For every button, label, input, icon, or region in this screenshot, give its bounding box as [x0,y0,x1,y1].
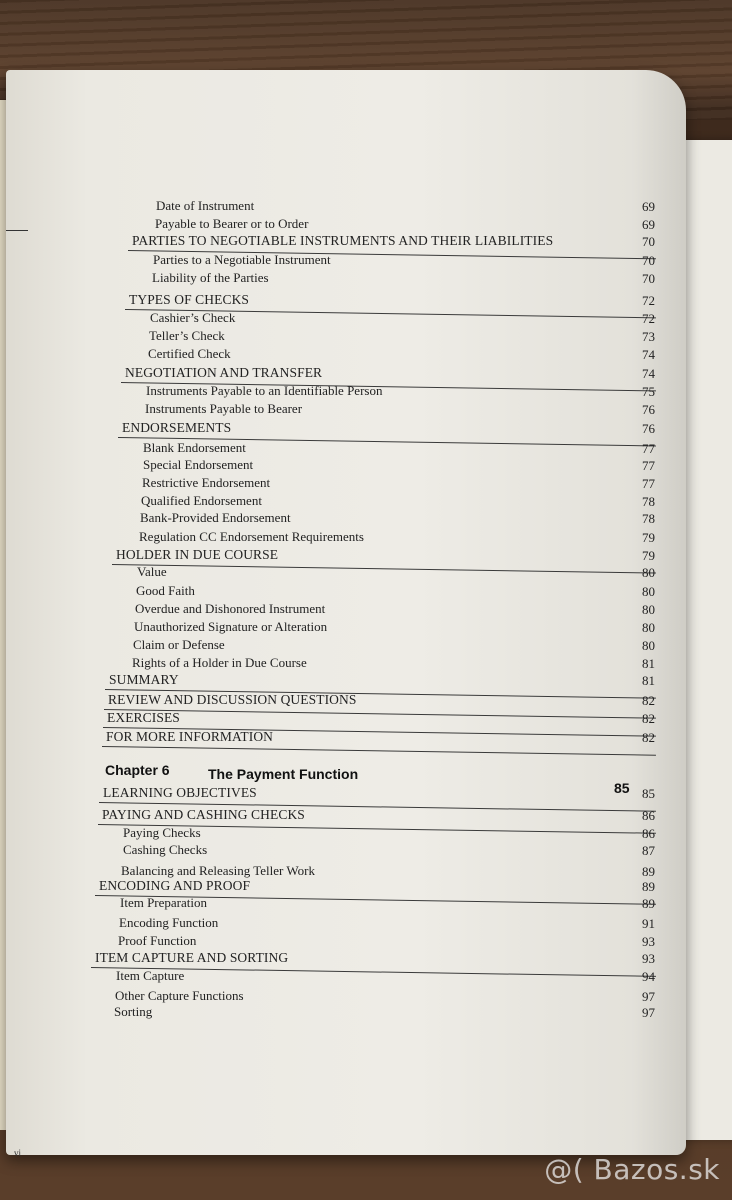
margin-rule [6,230,28,231]
toc_entries-page-number-17: 78 [642,494,655,509]
toc_entries-page-number-12: 76 [642,402,655,417]
toc_entries-page-number-15: 77 [642,458,655,473]
toc_entries-page-number-16: 77 [642,476,655,491]
toc_entries-entry-19: Regulation CC Endorsement Requirements [139,529,364,544]
toc_entries-entry-30: FOR MORE INFORMATION [106,729,274,744]
chapter_entries-entry-5: Balancing and Releasing Teller Work [121,863,315,878]
toc_entries-entry-17: Qualified Endorsement [141,493,262,508]
chapter_entries-page-number-9: 93 [642,934,655,949]
chapter_entries-entry-2: PAYING AND CASHING CHECKS [102,807,305,822]
toc_entries-entry-12: Instruments Payable to Bearer [145,401,303,416]
book-page [6,70,686,1158]
toc_entries-entry-25: Claim or Defense [133,637,225,652]
chapter_entries-entry-8: Encoding Function [119,915,219,930]
toc_entries-page-number-11: 75 [642,384,655,399]
chapter_entries-page-number-4: 87 [642,843,655,858]
toc_entries-entry-14: Blank Endorsement [143,440,246,455]
toc_entries-entry-15: Special Endorsement [143,457,254,472]
toc_entries-entry-4: Parties to a Negotiable Instrument [153,252,331,267]
toc_entries-page-number-3: 70 [642,234,655,249]
chapter_entries-page-number-10: 93 [642,951,655,966]
toc_entries-entry-2: Payable to Bearer or to Order [155,216,309,231]
toc_entries-entry-1: Date of Instrument [156,198,255,213]
toc_entries-entry-23: Overdue and Dishonored Instrument [135,601,326,616]
toc_entries-entry-13: ENDORSEMENTS [122,420,232,435]
chapter_entries-page-number-11: 94 [642,969,655,984]
chapter_entries-entry-7: Item Preparation [120,895,207,910]
chapter_entries-entry-10: ITEM CAPTURE AND SORTING [95,950,289,965]
toc_entries-entry-7: Cashier’s Check [150,310,236,325]
toc_entries-entry-29: EXERCISES [107,710,180,725]
toc_entries-entry-11: Instruments Payable to an Identifiable Person [146,383,383,398]
toc_entries-page-number-1: 69 [642,199,655,214]
chapter-page-number: 85 [614,780,630,796]
toc_entries-entry-24: Unauthorized Signature or Alteration [134,619,328,634]
toc_entries-page-number-24: 80 [642,620,655,635]
chapter_entries-page-number-5: 89 [642,864,655,879]
toc_entries-entry-6: TYPES OF CHECKS [129,292,250,307]
toc_entries-page-number-20: 79 [642,548,655,563]
chapter_entries-page-number-3: 86 [642,826,655,841]
toc_entries-page-number-8: 73 [642,329,655,344]
toc_entries-entry-21: Value [137,564,167,579]
chapter_entries-page-number-12: 97 [642,989,655,1004]
toc_entries-entry-16: Restrictive Endorsement [142,475,271,490]
chapter_entries-entry-12: Other Capture Functions [115,988,244,1003]
toc_entries-page-number-9: 74 [642,347,655,362]
toc_entries-heading-rule-28 [104,709,656,719]
chapter_entries-entry-6: ENCODING AND PROOF [99,878,251,893]
watermark-bazos: @( Bazos.sk [544,1153,720,1186]
toc_entries-page-number-7: 72 [642,311,655,326]
toc_entries-page-number-18: 78 [642,511,655,526]
toc_entries-entry-20: HOLDER IN DUE COURSE [116,547,279,562]
toc_entries-page-number-22: 80 [642,584,655,599]
toc_entries-page-number-21: 80 [642,565,655,580]
chapter_entries-page-number-7: 89 [642,896,655,911]
toc_entries-heading-rule-20 [112,564,656,574]
toc_entries-entry-28: REVIEW AND DISCUSSION QUESTIONS [108,692,357,707]
toc_entries-entry-26: Rights of a Holder in Due Course [132,655,307,670]
toc_entries-heading-rule-30 [102,746,656,756]
chapter_entries-entry-3: Paying Checks [123,825,201,840]
toc_entries-page-number-10: 74 [642,366,655,381]
toc_entries-page-number-28: 82 [642,693,655,708]
toc_entries-page-number-19: 79 [642,530,655,545]
toc_entries-entry-10: NEGOTIATION AND TRANSFER [125,365,323,380]
toc_entries-page-number-25: 80 [642,638,655,653]
toc_entries-entry-8: Teller’s Check [149,328,225,343]
toc_entries-entry-22: Good Faith [136,583,195,598]
toc_entries-entry-3: PARTIES TO NEGOTIABLE INSTRUMENTS AND THEIR LIABILITIES [132,233,554,248]
chapter_entries-page-number-1: 85 [642,786,655,801]
toc_entries-page-number-2: 69 [642,217,655,232]
toc_entries-page-number-30: 82 [642,730,655,745]
toc_entries-page-number-5: 70 [642,271,655,286]
toc_entries-entry-9: Certified Check [148,346,231,361]
toc_entries-page-number-13: 76 [642,421,655,436]
toc_entries-entry-27: SUMMARY [109,672,179,687]
chapter_entries-entry-1: LEARNING OBJECTIVES [103,785,257,800]
chapter_entries-page-number-13: 97 [642,1005,655,1020]
toc_entries-page-number-23: 80 [642,602,655,617]
chapter-label: Chapter 6 [105,762,170,778]
chapter_entries-entry-4: Cashing Checks [123,842,208,857]
toc_entries-page-number-26: 81 [642,656,655,671]
chapter-title: The Payment Function [208,766,359,782]
page-folio: vi [14,1148,22,1158]
toc_entries-page-number-29: 82 [642,711,655,726]
chapter_entries-entry-9: Proof Function [118,933,197,948]
chapter_entries-entry-13: Sorting [114,1004,153,1019]
toc_entries-page-number-4: 70 [642,253,655,268]
toc_entries-page-number-6: 72 [642,293,655,308]
toc_entries-entry-18: Bank-Provided Endorsement [140,510,291,525]
chapter_entries-page-number-2: 86 [642,808,655,823]
toc_entries-page-number-27: 81 [642,673,655,688]
chapter_entries-page-number-6: 89 [642,879,655,894]
toc_entries-entry-5: Liability of the Parties [152,270,269,285]
chapter_entries-entry-11: Item Capture [116,968,185,983]
toc_entries-page-number-14: 77 [642,441,655,456]
chapter_entries-page-number-8: 91 [642,916,655,931]
